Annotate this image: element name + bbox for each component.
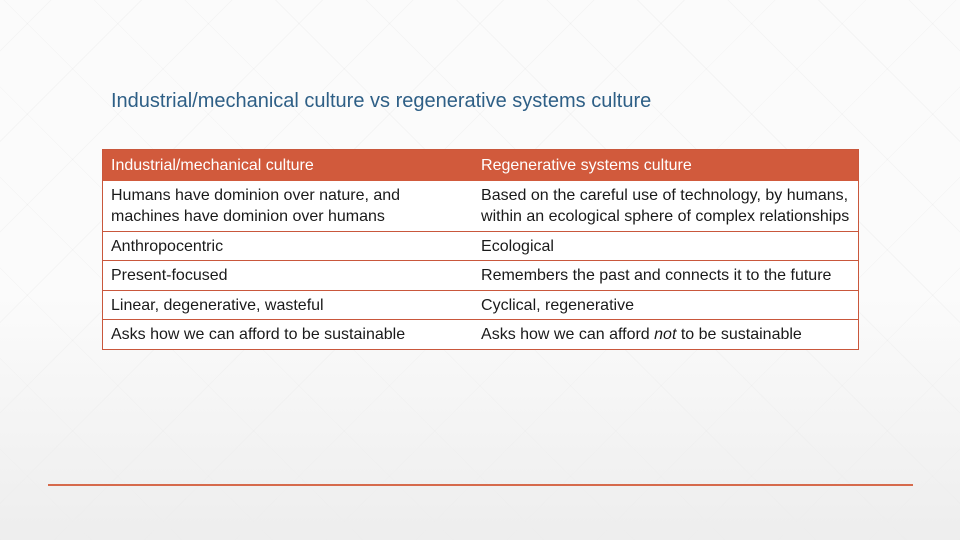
- cell-industrial: Linear, degenerative, wasteful: [103, 290, 474, 320]
- cell-text-after: to be sustainable: [676, 326, 802, 343]
- table-row: [103, 320, 859, 350]
- cell-regenerative: Cyclical, regenerative: [473, 290, 858, 320]
- cell-industrial: Asks how we can afford to be sustainable: [103, 320, 474, 350]
- header-industrial: Industrial/mechanical culture: [103, 150, 474, 181]
- cell-industrial: Humans have dominion over nature, and machines have dominion over humans: [103, 181, 474, 232]
- cell-regenerative: Based on the careful use of technology, by humans, within an ecological sphere of complex relationships: [473, 181, 858, 232]
- table-row: [103, 290, 859, 320]
- comparison-table: [102, 149, 859, 350]
- cell-regenerative: Remembers the past and connects it to the future: [473, 261, 858, 291]
- slide-title: Industrial/mechanical culture vs regenerative systems culture: [111, 90, 652, 112]
- table-header-row: [103, 150, 859, 181]
- table-row: [103, 261, 859, 291]
- header-regenerative: Regenerative systems culture: [473, 150, 858, 181]
- table-row: [103, 231, 859, 261]
- cell-industrial: Present-focused: [103, 261, 474, 291]
- cell-emphasis-not: not: [654, 326, 677, 343]
- footer-divider: [48, 484, 913, 486]
- table-row: [103, 181, 859, 232]
- cell-regenerative: [473, 320, 858, 350]
- cell-text-before: Asks how we can afford: [481, 326, 655, 343]
- cell-industrial: Anthropocentric: [103, 231, 474, 261]
- cell-regenerative: Ecological: [473, 231, 858, 261]
